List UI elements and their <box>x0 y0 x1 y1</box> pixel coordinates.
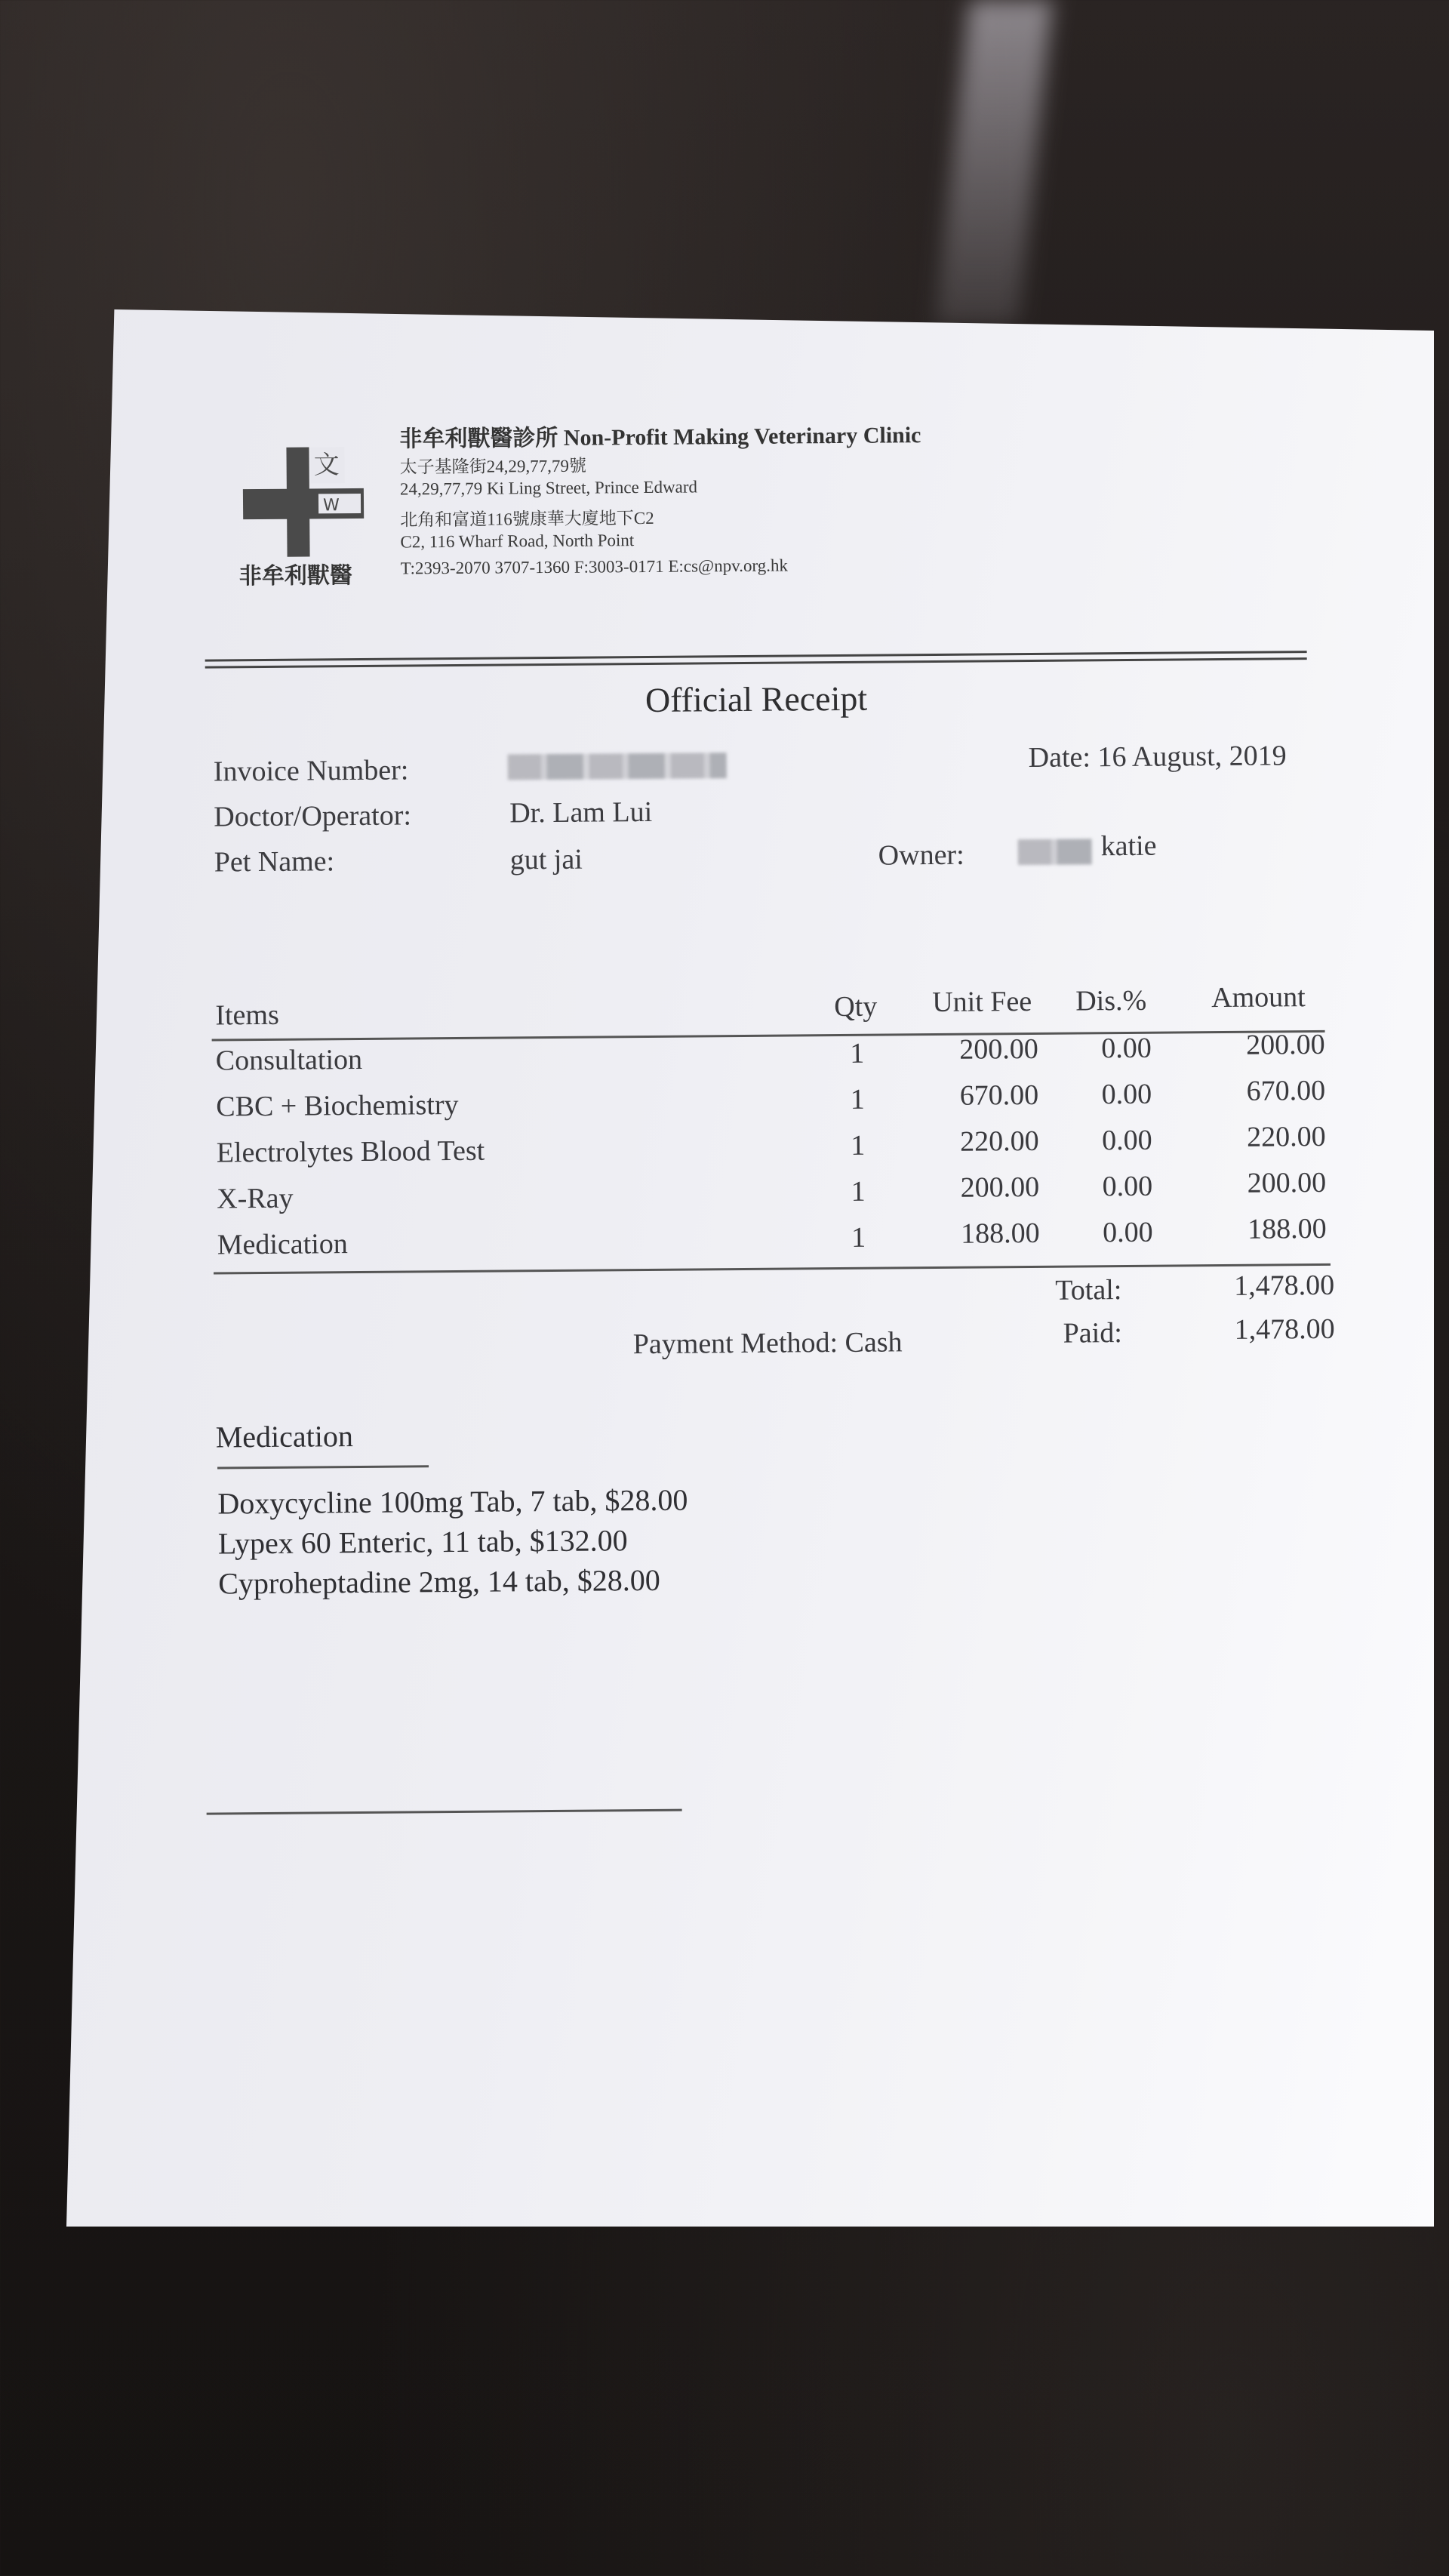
item-name: X-Ray <box>217 1182 294 1215</box>
col-header-items: Items <box>215 999 279 1032</box>
pet-label: Pet Name: <box>214 845 335 879</box>
item-discount: 0.00 <box>1102 1170 1153 1203</box>
contact-line: T:2393-2070 3707-1360 F:3003-0171 E:cs@npv.org.hk <box>400 556 789 578</box>
item-amount: 200.00 <box>1247 1166 1327 1199</box>
address-line-2: 24,29,77,79 Ki Ling Street, Prince Edward <box>399 477 698 499</box>
item-name: Medication <box>217 1228 348 1261</box>
total-label: Total: <box>1055 1274 1122 1306</box>
paid-value: 1,478.00 <box>1234 1313 1335 1346</box>
item-discount: 0.00 <box>1102 1216 1153 1249</box>
item-name: CBC + Biochemistry <box>216 1088 459 1123</box>
item-discount: 0.00 <box>1102 1124 1152 1157</box>
svg-text:非牟利獸醫: 非牟利獸醫 <box>238 562 352 590</box>
item-amount: 188.00 <box>1247 1212 1327 1245</box>
item-discount: 0.00 <box>1101 1032 1152 1065</box>
receipt-content <box>66 299 1449 2227</box>
item-qty: 1 <box>850 1083 865 1116</box>
background-light-streak <box>935 0 1052 325</box>
owner-label: Owner: <box>878 839 964 872</box>
table-bottom-rule <box>214 1263 1331 1275</box>
item-amount: 200.00 <box>1246 1028 1325 1061</box>
owner-value: katie <box>1100 829 1157 863</box>
medication-line: Lypex 60 Enteric, 11 tab, $132.00 <box>217 1523 628 1561</box>
address-line-3: 北角和富道116號康華大廈地下C2 <box>400 508 654 530</box>
item-unit-fee: 188.00 <box>960 1217 1040 1250</box>
item-discount: 0.00 <box>1101 1078 1152 1111</box>
col-header-qty: Qty <box>834 990 878 1023</box>
payment-method: Payment Method: Cash <box>632 1326 903 1361</box>
item-qty: 1 <box>851 1175 866 1208</box>
item-name: Consultation <box>215 1043 363 1077</box>
clinic-logo <box>235 432 387 592</box>
invoice-label: Invoice Number: <box>213 754 409 788</box>
item-amount: 670.00 <box>1246 1074 1326 1107</box>
col-header-discount: Dis.% <box>1075 984 1147 1017</box>
item-unit-fee: 670.00 <box>959 1079 1039 1112</box>
item-unit-fee: 220.00 <box>960 1125 1039 1158</box>
medication-heading-rule <box>217 1465 429 1469</box>
receipt-title: Official Receipt <box>645 679 868 719</box>
total-value: 1,478.00 <box>1234 1269 1335 1302</box>
item-amount: 220.00 <box>1246 1120 1326 1153</box>
address-line-1: 太子基隆街24,29,77,79號 <box>399 456 586 477</box>
doctor-value: Dr. Lam Lui <box>509 796 653 829</box>
col-header-unit-fee: Unit Fee <box>932 985 1032 1019</box>
doctor-label: Doctor/Operator: <box>214 799 412 833</box>
address-line-4: C2, 116 Wharf Road, North Point <box>400 531 635 552</box>
item-unit-fee: 200.00 <box>960 1171 1040 1204</box>
item-qty: 1 <box>851 1129 866 1162</box>
medication-line: Doxycycline 100mg Tab, 7 tab, $28.00 <box>217 1482 688 1521</box>
item-qty: 1 <box>851 1221 866 1254</box>
date-text: Date: 16 August, 2019 <box>1028 740 1287 774</box>
col-header-amount: Amount <box>1211 981 1306 1014</box>
signature-line <box>207 1809 682 1815</box>
clinic-name: 非牟利獸醫診所 Non-Profit Making Veterinary Clinic <box>399 423 921 452</box>
medication-heading: Medication <box>215 1419 354 1454</box>
paid-label: Paid: <box>1063 1317 1122 1350</box>
medication-line: Cyproheptadine 2mg, 14 tab, $28.00 <box>218 1562 660 1601</box>
item-unit-fee: 200.00 <box>959 1033 1038 1066</box>
invoice-redacted <box>508 752 727 780</box>
item-name: Electrolytes Blood Test <box>216 1134 485 1169</box>
svg-text:文: 文 <box>313 450 340 481</box>
table-header-rule <box>212 1030 1325 1042</box>
item-qty: 1 <box>850 1037 865 1069</box>
pet-value: gut jai <box>509 843 583 876</box>
svg-text:W: W <box>322 496 340 516</box>
owner-redacted <box>1018 839 1092 865</box>
